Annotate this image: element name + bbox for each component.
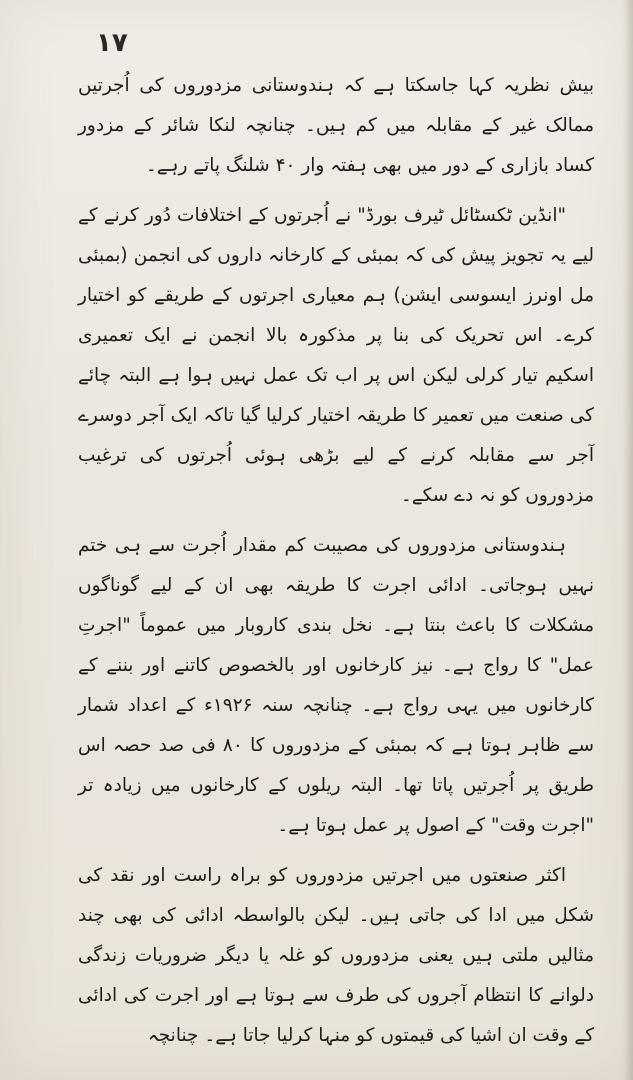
body-text: [78, 66, 594, 1056]
paragraph-3: ہندوستانی مزدوروں کی مصیبت کم مقدار اُجرت سے ہی ختم نہیں ہوجاتی۔ ادائی اجرت کا طریقہ بھی ان کے لیے گوناگوں مشکلات کا باعث بنتا ہے۔ نخل بندی کاروبار میں عموماً "اجرتِ عمل" کا رواج ہے۔ نیز کارخانوں اور بالخصوص کاتنے اور بننے کے کارخانوں میں یہی رواج ہے۔ چنانچہ سنہ ۱۹۲۶ء کے اعداد شمار سے ظاہر ہوتا ہے کہ بمبئی کے مزدوروں کا ۸۰ فی صد حصہ اس طریق پر اُجرتیں پاتا تھا۔ البتہ ریلوں کے کارخانوں میں زیادہ تر "اجرت وقت" کے اصول پر عمل ہوتا ہے۔: [78, 535, 594, 836]
paragraph-2: "انڈین ٹکسٹائل ٹیرف بورڈ" نے اُجرتوں کے اختلافات دُور کرنے کے لیے یہ تجویز پیش کی کہ بمبئی کے کارخانہ داروں کی انجمن (بمبئی مل اونرز ایسوسی ایشن) ہم معیاری اجرتوں کے طریقے کو اختیار کرے۔ اس تحریک کی بنا پر مذکورہ بالا انجمن نے ایک تعمیری اسکیم تیار کرلی لیکن اس پر اب تک عمل نہیں ہوا ہے البتہ چائے کی صنعت میں تعمیر کا طریقہ اختیار کرلیا گیا تاکہ ایک آجر دوسرے آجر سے مقابلہ کرنے کے لیے بڑھی ہوئی اُجرتوں کی ترغیب مزدوروں کو نہ دے سکے۔: [78, 205, 594, 506]
paragraph-4: اکثر صنعتوں میں اجرتیں مزدوروں کو براہ راست اور نقد کی شکل میں ادا کی جاتی ہیں۔ لیکن بالواسطہ ادائی کی بھی چند مثالیں ملتی ہیں یعنی مزدوروں کو غلہ یا دیگر ضروریات زندگی دلوانے کا انتظام آجروں کی طرف سے ہوتا ہے اور اجرت کی ادائی کے وقت ان اشیا کی قیمتوں کو منہا کرلیا جاتا ہے۔ چنانچہ: [78, 865, 594, 1046]
page-edge-shadow: [623, 0, 633, 1080]
page-number: ۱۷: [96, 28, 128, 58]
paragraph-1: بیش نظریہ کہا جاسکتا ہے کہ ہندوستانی مزدوروں کی اُجرتیں ممالک غیر کے مقابلہ میں کم ہیں۔ چنانچہ لنکا شائر کے مزدور کساد بازاری کے دور میں بھی ہفتہ وار ۴۰ شلنگ پاتے رہے۔: [78, 75, 594, 176]
